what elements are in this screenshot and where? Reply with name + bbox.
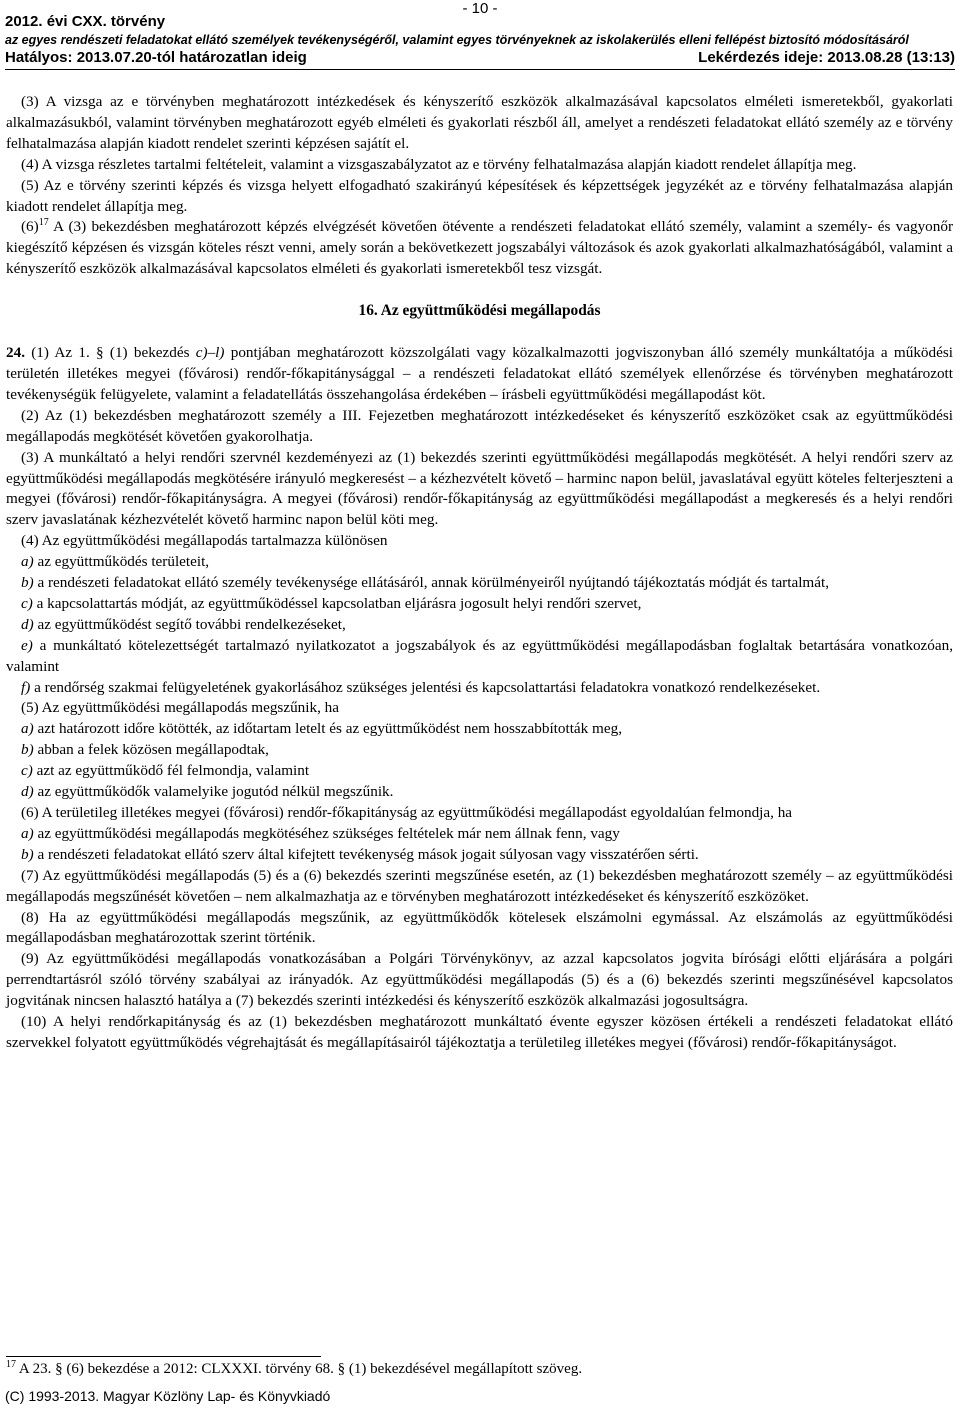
validity-row	[5, 49, 955, 68]
list-item-paragraph	[6, 531, 953, 552]
item-text: (9) Az együttműködési megállapodás vonatkozásában a Polgári Törvénykönyv, az azzal kapcsolatos jogvita bírósági előtti eljárására a polgári perrendtartásról szóló törvény szabályai az irányadók. Az együttműködési megállapodás (5) és a (6) bekezdés szerinti megszűnésével kapcsolatos jogvitának nincsen halasztó hatálya a (7) bekezdés szerinti intézkedési és kényszerítő eszközök alkalmazási jogosultságra.	[6, 950, 953, 1010]
list-item-point	[6, 615, 953, 636]
list-item-paragraph	[6, 866, 953, 908]
item-text: azt az együttműködő fél felmondja, valamint	[32, 762, 310, 780]
paragraph-number: (6)	[21, 218, 39, 236]
list-item-point	[6, 845, 953, 866]
document-body	[6, 92, 953, 1054]
item-text: (3) A munkáltató a helyi rendőri szervnél kezdeményezi az (1) bekezdés szerinti együttműködési megállapodás megkötését. A helyi rendőri szerv az együttműködési megállapodás megkötésére irányuló megkeresést – a kézhezvételt követő – harminc napon belül, javaslatával együtt köteles felterjeszteni a megyei (fővárosi) rendőr-főkapitányságra. A megyei (fővárosi) rendőr-főkapitányság az együttműködési megállapodást a megkeresés és a helyi rendőri szerv javaslatának kézhezvételét követő harminc napon belül köti meg.	[6, 448, 953, 529]
item-text: (5) Az együttműködési megállapodás megszűnik, ha	[21, 699, 340, 717]
item-text: (2) Az (1) bekezdésben meghatározott személy a III. Fejezetben meghatározott intézkedéseket és kényszerítő eszközöket csak az együttműködési megállapodás megkötését követően gyakorolhatja.	[6, 406, 953, 445]
list-item-paragraph	[6, 949, 953, 1012]
list-item-point	[6, 740, 953, 761]
paragraph-6	[6, 217, 953, 280]
footnote-text: A 23. § (6) bekezdése a 2012: CLXXXI. törvény 68. § (1) bekezdésével megállapított szöveg.	[16, 1361, 583, 1377]
list-item-point	[6, 573, 953, 594]
footnote-divider	[6, 1356, 321, 1357]
page-number: - 10 -	[462, 0, 498, 17]
item-text: abban a felek közösen megállapodtak,	[33, 741, 269, 759]
point-letter: d)	[21, 615, 34, 633]
item-text: az együttműködést segítő további rendelkezéseket,	[33, 615, 346, 633]
paragraph-text: pontjában meghatározott közszolgálati vagy közalkalmazotti jogviszonyban álló személy munkáltatója a működési területén illetékes megyei (fővárosi) rendőr-főkapitánysággal – a rendészeti feladatokat ellátó személyek ellenőrzése és törvényben meghatározott tevékenységük felügyelete, valamint a feladatellátás összehangolása érdekében – írásbeli együttműködési megállapodást köt.	[6, 344, 953, 403]
list-item-paragraph	[6, 908, 953, 950]
paragraph: (3) A vizsga az e törvényben meghatározott intézkedések és kényszerítő eszközök alkalmazásával kapcsolatos elméleti ismeretekből, gyakorlati alkalmazásukból, valamint törvényben meghatározott egyéb elméleti és gyakorlati részből áll, amelyet a rendészeti feladatokat ellátó személy az e törvény felhatalmazása alapján kiadott rendelet szerinti képzésen sajátít el.	[6, 93, 953, 152]
list-item-point	[6, 761, 953, 782]
point-letter: a)	[21, 720, 34, 738]
item-text: a rendészeti feladatokat ellátó személy tevékenysége ellátásáról, annak körülményeiről nyújtandó tájékoztatás módját és tartalmát,	[33, 574, 829, 592]
spacer	[6, 322, 953, 343]
point-letter: a)	[21, 553, 34, 571]
item-text: (6) A területileg illetékes megyei (fővárosi) rendőr-főkapitányság az együttműködési megállapodást egyoldalúan felmondja, ha	[21, 804, 793, 821]
item-text: az együttműködési megállapodás megkötéséhez szükséges feltételek már nem állnak fenn, vagy	[33, 824, 620, 842]
list-item-point	[6, 636, 953, 678]
point-letter: d)	[21, 783, 34, 801]
spacer	[6, 280, 953, 301]
point-letter: a)	[21, 824, 34, 842]
list-item-point	[6, 678, 953, 699]
footnote-ref[interactable]: 17	[38, 217, 49, 229]
item-text: az együttműködők valamelyike jogutód nélkül megszűnik.	[33, 783, 394, 801]
point-letter: e)	[21, 636, 33, 654]
point-letter: c)	[21, 762, 33, 780]
item-text: a kapcsolattartás módját, az együttműködéssel kapcsolatban eljárásra jogosult helyi rendőri szervet,	[32, 594, 642, 612]
query-date: Lekérdezés ideje: 2013.08.28 (13:13)	[698, 49, 955, 66]
point-letter: b)	[21, 845, 34, 863]
point-letter: c)	[21, 594, 33, 612]
item-text: (8) Ha az együttműködési megállapodás megszűnik, az együttműködők kötelesek elszámolni egymással. Az elszámolás az együttműködési megállapodásban meghatározottak szerint történik.	[6, 908, 953, 947]
section-number: 24.	[6, 344, 25, 362]
paragraph-lead: (1) Az 1. § (1) bekezdés	[24, 344, 196, 362]
header-divider	[5, 69, 955, 70]
law-title: 2012. évi CXX. törvény	[5, 13, 166, 30]
point-letter: f)	[21, 678, 31, 696]
list-item-point	[6, 594, 953, 615]
list-item-paragraph	[6, 803, 953, 824]
item-text: a rendőrség szakmai felügyeletének gyakorlásához szükséges jelentési és kapcsolattartási feladatokra vonatkozó rendelkezéseket.	[30, 678, 821, 696]
item-text: (10) A helyi rendőrkapitányság és az (1) bekezdésben meghatározott munkáltató évente egyszer közösen értékeli a rendészeti feladatokat ellátó szervekkel folyatott együttműködés végrehajtását és megállapításairól tájékoztatja a területileg illetékes megyei (fővárosi) rendőr-főkapitányságot.	[6, 1013, 953, 1051]
footnote-number: 17	[6, 1359, 16, 1370]
item-text: az együttműködés területeit,	[33, 553, 210, 571]
footnote	[6, 1361, 582, 1378]
item-text: azt határozott időre kötötték, az időtartam letelt és az együttműködést nem hosszabbították meg,	[33, 720, 622, 738]
list-item-paragraph	[6, 698, 953, 719]
list-item-point	[6, 824, 953, 845]
list-item-point	[6, 719, 953, 740]
list-item-point	[6, 782, 953, 803]
paragraph: (5) Az e törvény szerinti képzés és vizsga helyett elfogadható szakirányú képesítések és képzettségek jegyzékét az e törvény felhatalmazása alapján kiadott rendelet állapítja meg.	[6, 176, 953, 215]
list-item-paragraph	[6, 448, 953, 532]
point-letter: b)	[21, 574, 34, 592]
point-reference: c)–l)	[195, 344, 225, 362]
item-text: (7) Az együttműködési megállapodás (5) és a (6) bekezdés szerinti megszűnése esetén, az (1) bekezdésben meghatározott személy – az együttműködési megállapodás megszűnését követően – nem alkalmazhatja az e törvényben meghatározott intézkedéseket és kényszerítő eszközöket.	[6, 866, 953, 905]
item-text: (4) Az együttműködési megállapodás tartalmazza különösen	[21, 532, 388, 550]
law-subtitle: az egyes rendészeti feladatokat ellátó személyek tevékenységéről, valamint egyes törvényeknek az iskolakerülés elleni fellépést biztosító módosításáról	[5, 33, 909, 47]
list-item-point	[6, 552, 953, 573]
point-letter: b)	[21, 741, 34, 759]
section-24-paragraph	[6, 343, 953, 406]
paragraph-text: A (3) bekezdésben meghatározott képzés elvégzését követően ötévente a rendészeti feladatokat ellátó személy, valamint a személy- és vagyonőr kiegészítő képzésen és vizsgán köteles részt venni, amely során a bekövetkezett jogszabályi változások és azok gyakorlati alkalmazhatóságából, valamint a kényszerítő eszközök alkalmazásával kapcsolatos elméleti és gyakorlati ismeretekből tesz vizsgát.	[6, 218, 953, 278]
copyright-footer: (C) 1993-2013. Magyar Közlöny Lap- és Könyvkiadó	[5, 1388, 331, 1404]
list-item-paragraph	[6, 1012, 953, 1054]
paragraph: (4) A vizsga részletes tartalmi feltételeit, valamint a vizsgaszabályzatot az e törvény felhatalmazása alapján kiadott rendelet állapítja meg.	[21, 155, 857, 173]
item-text: a rendészeti feladatokat ellátó szerv által kifejtett tevékenység mások jogait súlyosan vagy visszatérően sérti.	[33, 845, 699, 863]
paragraph-list	[6, 406, 953, 1054]
item-text: a munkáltató kötelezettségét tartalmazó nyilatkozatot a jogszabályok és az együttműködési megállapodásban foglaltak betartására vonatkozóan, valamint	[6, 636, 953, 675]
validity-text: Hatályos: 2013.07.20-tól határozatlan ideig	[5, 49, 307, 66]
list-item-paragraph	[6, 406, 953, 448]
section-title: 16. Az együttműködési megállapodás	[358, 302, 601, 320]
